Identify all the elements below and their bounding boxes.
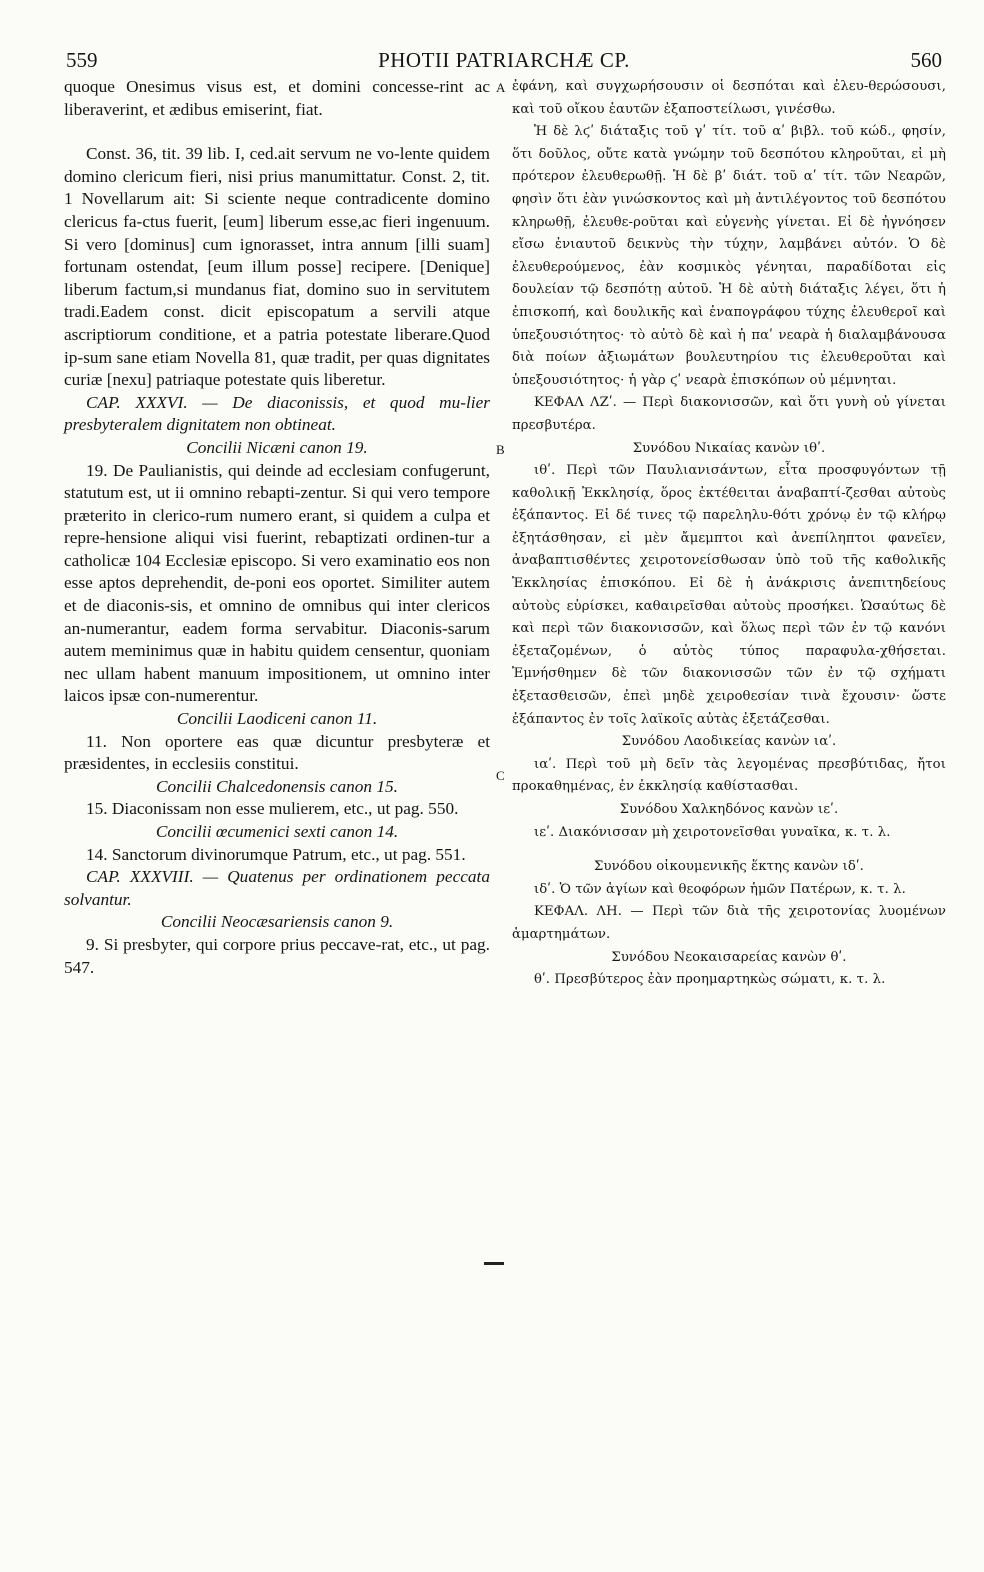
latin-canon-heading: Concilii Chalcedonensis canon 15. [156, 776, 398, 796]
greek-canon-heading: Συνόδου Νεοκαισαρείας κανὼν θʹ. [611, 949, 847, 965]
latin-canon-heading: Concilii Nicæni canon 19. [186, 437, 368, 457]
latin-para: 15. Diaconissam non esse mulierem, etc., ut pag. 550. [86, 799, 459, 819]
greek-canon-heading: Συνόδου Χαλκηδόνος κανὼν ιεʹ. [619, 802, 839, 817]
greek-canon-heading: Συνόδου Νικαίας κανὼν ιθʹ. [632, 440, 826, 456]
latin-chapter-heading: CAP. XXXVI. — De diaconissis, et quod mu-lier presbyteralem dignitatem non obtineat. [64, 392, 490, 435]
greek-para: θʹ. Πρεσβύτερος ἐὰν προημαρτηκὼς σώματι, κ. τ. λ. [534, 972, 886, 988]
latin-para: 14. Sanctorum divinorumque Patrum, etc., ut pag. 551. [86, 844, 466, 864]
greek-para: ιδʹ. Ὁ τῶν ἁγίων καὶ θεοφόρων ἡμῶν Πατέρων, κ. τ. λ. [534, 881, 906, 897]
latin-canon-heading: Concilii œcumenici sexti canon 14. [155, 822, 399, 841]
latin-para: 9. Si presbyter, qui corpore prius peccave-rat, etc., ut pag. 547. [64, 934, 490, 977]
latin-canon-heading: Concilii Laodiceni canon 11. [176, 709, 378, 729]
latin-para: 19. De Paulianistis, qui deinde ad ecclesiam confugerunt, statutum est, ut ii omnino rebapti-zentur. Si qui vero tempore præterito in clerico-rum numero erant, si quidem a culpa et repre-hensione aliqui visi fuerint, rebaptizati ordinen-tur a catholicæ 104 Ecclesiæ episcopo. Si vero examinatio eos non esse aptos deprehendit, de-poni eos oportet. Similiter autem et de diaconis-sis, et omnino de omnibus qui inter clericos an-numerantur, eadem forma servabitur. Diaconis-sarum autem meminimus quæ in habitu quidem censentur, quoniam nec ullam habent manuum impositionem, ut omnino inter laicos ipsæ con-numerentur. [64, 460, 490, 706]
right-page-number: 560 [910, 48, 942, 72]
running-header [66, 48, 942, 73]
greek-chapter-heading: ΚΕΦΑΛ. ΛΗ. — Περὶ τῶν διὰ τῆς χειροτονίας λυομένων ἁμαρτημάτων. [512, 904, 946, 942]
greek-para: Ἡ δὲ λϛʹ διάταξις τοῦ γʹ τίτ. τοῦ αʹ βιβλ. τοῦ κώδ., φησίν, ὅτι δοῦλος, οὔτε κατὰ γνώμην τοῦ δεσπότου κληροῦται, εἰ μὴ πρότερον ἐλευθερωθῇ. Ἡ δὲ βʹ διάτ. τοῦ αʹ τίτ. τῶν Νεαρῶν, φησὶν ὅτι ἐὰν γινώσκοντος καὶ μὴ ἀντιλέγοντος τοῦ δεσπότου κληρωθῇ, ἐλευθε-ροῦται καὶ εὐγενὴς γίνεται. Εἰ δὲ ἠγνόησεν εἴσω ἐνιαυτοῦ δεικνὺς τὴν τύχην, λαμβάνει αὐτόν. Ὁ δὲ ἐλευθερούμενος, ἐὰν κοσμικὸς γένηται, παραδίδοται εἰς δουλείαν τῷ δεσπότῃ αὐτοῦ. Ἡ δὲ αὐτὴ διάταξις λέγει, ὅτι ἡ ἐπισκοπή, καὶ δουλικῆς καὶ ἐναπογράφου τύχης ἐλευθεροῖ καὶ ὑπεξουσιότητος· τὸ αὐτὸ δὲ καὶ ἡ παʹ νεαρὰ ἡ διαλαμβάνουσα διὰ ποίων ἀξιωμάτων βουλευτηρίου τις ἐλευθεροῦται καὶ ὑπεξουσιότητος· ἡ γὰρ ϛʹ νεαρὰ ἐπισκόπων οὐ μέμνηται. [512, 124, 946, 388]
latin-canon-heading: Concilii Neocæsariensis canon 9. [160, 912, 394, 932]
greek-column [512, 76, 946, 992]
end-dash [484, 1262, 504, 1265]
latin-para: 11. Non oportere eas quæ dicuntur presbyteræ et præsidentes, in ecclesiis constitui. [64, 731, 490, 774]
greek-chapter-heading: ΚΕΦΑΛ ΛΖʹ. — Περὶ διακονισσῶν, καὶ ὅτι γυνὴ οὐ γίνεται πρεσβυτέρα. [512, 395, 946, 433]
greek-para: ἐφάνη, καὶ συγχωρήσουσιν οἱ δεσπόται καὶ ἐλευ-θερώσουσι, καὶ τοῦ οἴκου ἑαυτῶν ἐξαποστείλωσι, γινέσθω. [512, 79, 946, 117]
latin-para: quoque Onesimus visus est, et domini concesse-rint ac liberaverint, et ædibus emiserint, fiat. [64, 77, 490, 119]
latin-para: Const. 36, tit. 39 lib. I, ced.ait servum ne vo-lente quidem domino clericum fieri, nisi prius manumittatur. Const. 2, tit. 1 Novellarum ait: Si sciente neque contradicente domino clericus fa-ctus fuerit, [eum] liberum esse,ac fieri ingenuum. Si vero [dominus] cum ignorasset, intra annum [illi suam] fortunam ostendat, [eum illum posse] recipere. [Denique] liberum factum,si mundanus fiat, domino suo in servitutem tradi.Eadem const. dicit episcopatum a servili atque ascriptiorum conditione, et a patria potestate liberare.Quod ip-sum sane etiam Novella 81, quæ tradit, per quas dignitates curiæ [nexu] patriaque potestate quis liberetur. [64, 144, 490, 390]
running-title: PHOTII PATRIARCHÆ CP. [378, 48, 630, 72]
latin-chapter-heading: CAP. XXXVIII. — Quatenus per ordinationem peccata solvantur. [64, 867, 490, 909]
latin-column [64, 76, 490, 979]
margin-marker-c: C [496, 768, 505, 783]
greek-para: ιθʹ. Περὶ τῶν Παυλιανισάντων, εἶτα προσφυγόντων τῇ καθολικῇ Ἐκκλησίᾳ, ὅρος ἐκτέθειται ἀναβαπτί-ζεσθαι αὐτοὺς ἐξάπαντος. Εἰ δέ τινες τῷ παρεληλυ-θότι χρόνῳ ἐν τῷ κλήρῳ ἐξητάσθησαν, εἰ μὲν ἄμεμπτοι καὶ ἀνεπίληπτοι φανεῖεν, ἀναβαπτισθέντες χειροτονείσθωσαν ὑπὸ τοῦ τῆς καθολικῆς Ἐκκλησίας ἐπισκόπου. Εἰ δὲ ἡ ἀνάκρισις ἀνεπιτηδείους αὐτοὺς εὑρίσκει, καθαιρεῖσθαι αὐτοὺς προσήκει. Ὡσαύτως δὲ καὶ περὶ τῶν διακονισσῶν, καὶ ὅλως περὶ τῶν ἐν τῷ κανόνι ἐξεταζομένων, ὁ αὐτὸς τύπος παραφυλα-χθήσεται. Ἐμνήσθημεν δὲ τῶν διακονισσῶν τῶν ἐν τῷ σχήματι ἐξετασθεισῶν, ἐπεὶ μηδὲ χειροθεσίαν τινὰ ἔχουσιν· ὥστε ἐξάπαντος ἐν τοῖς λαϊκοῖς αὐτὰς ἐξετάζεσθαι. [512, 463, 946, 727]
greek-canon-heading: Συνόδου Λαοδικείας κανὼν ιαʹ. [621, 734, 837, 750]
margin-marker-b: B [496, 442, 505, 457]
margin-marker-a: A [496, 80, 506, 95]
greek-canon-heading: Συνόδου οἰκουμενικῆς ἕκτης κανὼν ιδʹ. [594, 859, 864, 875]
left-page-number: 559 [66, 48, 98, 72]
greek-para: ιεʹ. Διακόνισσαν μὴ χειροτονεῖσθαι γυναῖκα, κ. τ. λ. [534, 824, 891, 840]
greek-para: ιαʹ. Περὶ τοῦ μὴ δεῖν τὰς λεγομένας πρεσβύτιδας, ἤτοι προκαθημένας, ἐν ἐκκλησίᾳ καθίστασθαι. [512, 756, 946, 795]
